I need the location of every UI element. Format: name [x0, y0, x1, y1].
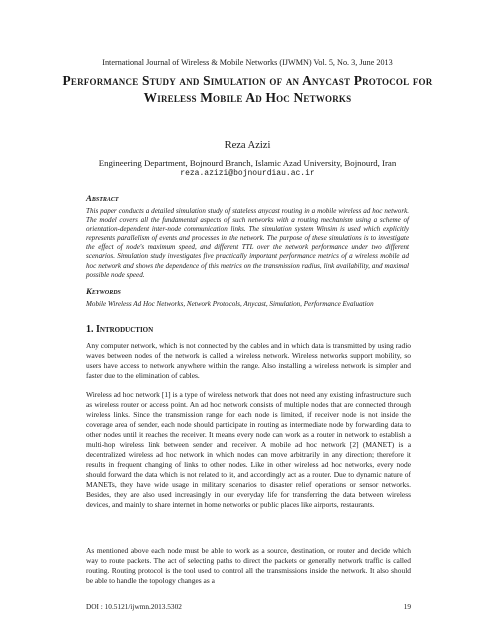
author-name: Reza Azizi	[224, 140, 271, 151]
body-paragraph: Wireless ad hoc network [1] is a type of wireless network that does not need any existing infrastructure such as wireless router or access point. An ad hoc network consists of multiple nodes that are connected through wireless links. Since the transmission range for each node is limited, if receiver node is not inside the coverage area of sender, each node should participate in routing as intermediate node by forwarding data to other nodes until it reaches the receiver. It means every node can work as a router in network to establish a multi-hop wireless link between sender and receiver. A mobile ad hoc network [2] (MANET) is a decentralized wireless ad hoc network in which nodes can move arbitrarily in any direction; therefore it results in frequent changing of links to other nodes. Like in other wireless ad hoc networks, every node should forward the data which is not related to it, and accordingly act as a router. Due to dynamic nature of MANETs, they have wide usage in military scenarios to disaster relief operations or sensor networks. Besides, they are also used increasingly in our everyday life for transferring the data between wireless devices, and mainly to share internet in home networks or public places like airports, restaurants.	[86, 390, 411, 509]
keywords-text: Mobile Wireless Ad Hoc Networks, Network Protocols, Anycast, Simulation, Performance Evaluation	[86, 300, 374, 308]
author-email: reza.azizi@bojnourdiau.ac.ir	[180, 169, 315, 178]
page-footer	[86, 602, 411, 611]
page-number: 19	[403, 602, 411, 611]
section-heading-introduction: 1. Introduction	[86, 324, 154, 335]
paper-title: Performance Study and Simulation of an Anycast Protocol for Wireless Mobile Ad Hoc Networks	[62, 73, 433, 105]
doi-text: DOI : 10.5121/ijwmn.2013.5302	[86, 602, 182, 611]
body-paragraph: As mentioned above each node must be able to work as a source, destination, or router and decide which way to route packets. The act of selecting paths to direct the packets or generally network traffic is called routing. Routing protocol is the tool used to control all the transmissions inside the network. It also should be able to handle the topology changes as a	[86, 546, 411, 585]
keywords-heading: Keywords	[86, 286, 121, 296]
body-paragraph: Any computer network, which is not connected by the cables and in which data is transmitted by using radio waves between nodes of the network is called a wireless network. Wireless networks support mobility, so users have access to network anywhere within the range. Also installing a wireless network is simpler and faster due to the elimination of cables.	[86, 341, 411, 380]
abstract-heading: Abstract	[86, 193, 119, 203]
abstract-text: This paper conducts a detailed simulation study of stateless anycast routing in a mobile wireless ad hoc network. The model covers all the fundamental aspects of such networks with a routing mechanism using a scheme of orientation-dependent inter-node communication links. The simulation system Winsim is used which explicitly represents parallelism of events and processes in the network. The purpose of these simulations is to investigate the effect of node's maximum speed, and different TTL over the network performance under two different scenarios. Simulation study investigates five practically important performance metrics of a wireless mobile ad hoc network and shows the dependence of this metrics on the transmission radius, link availability, and maximal possible node speed.	[86, 207, 409, 279]
author-affiliation: Engineering Department, Bojnourd Branch, Islamic Azad University, Bojnourd, Iran	[98, 158, 397, 168]
journal-header: International Journal of Wireless & Mobile Networks (IJWMN) Vol. 5, No. 3, June 2013	[102, 58, 393, 67]
